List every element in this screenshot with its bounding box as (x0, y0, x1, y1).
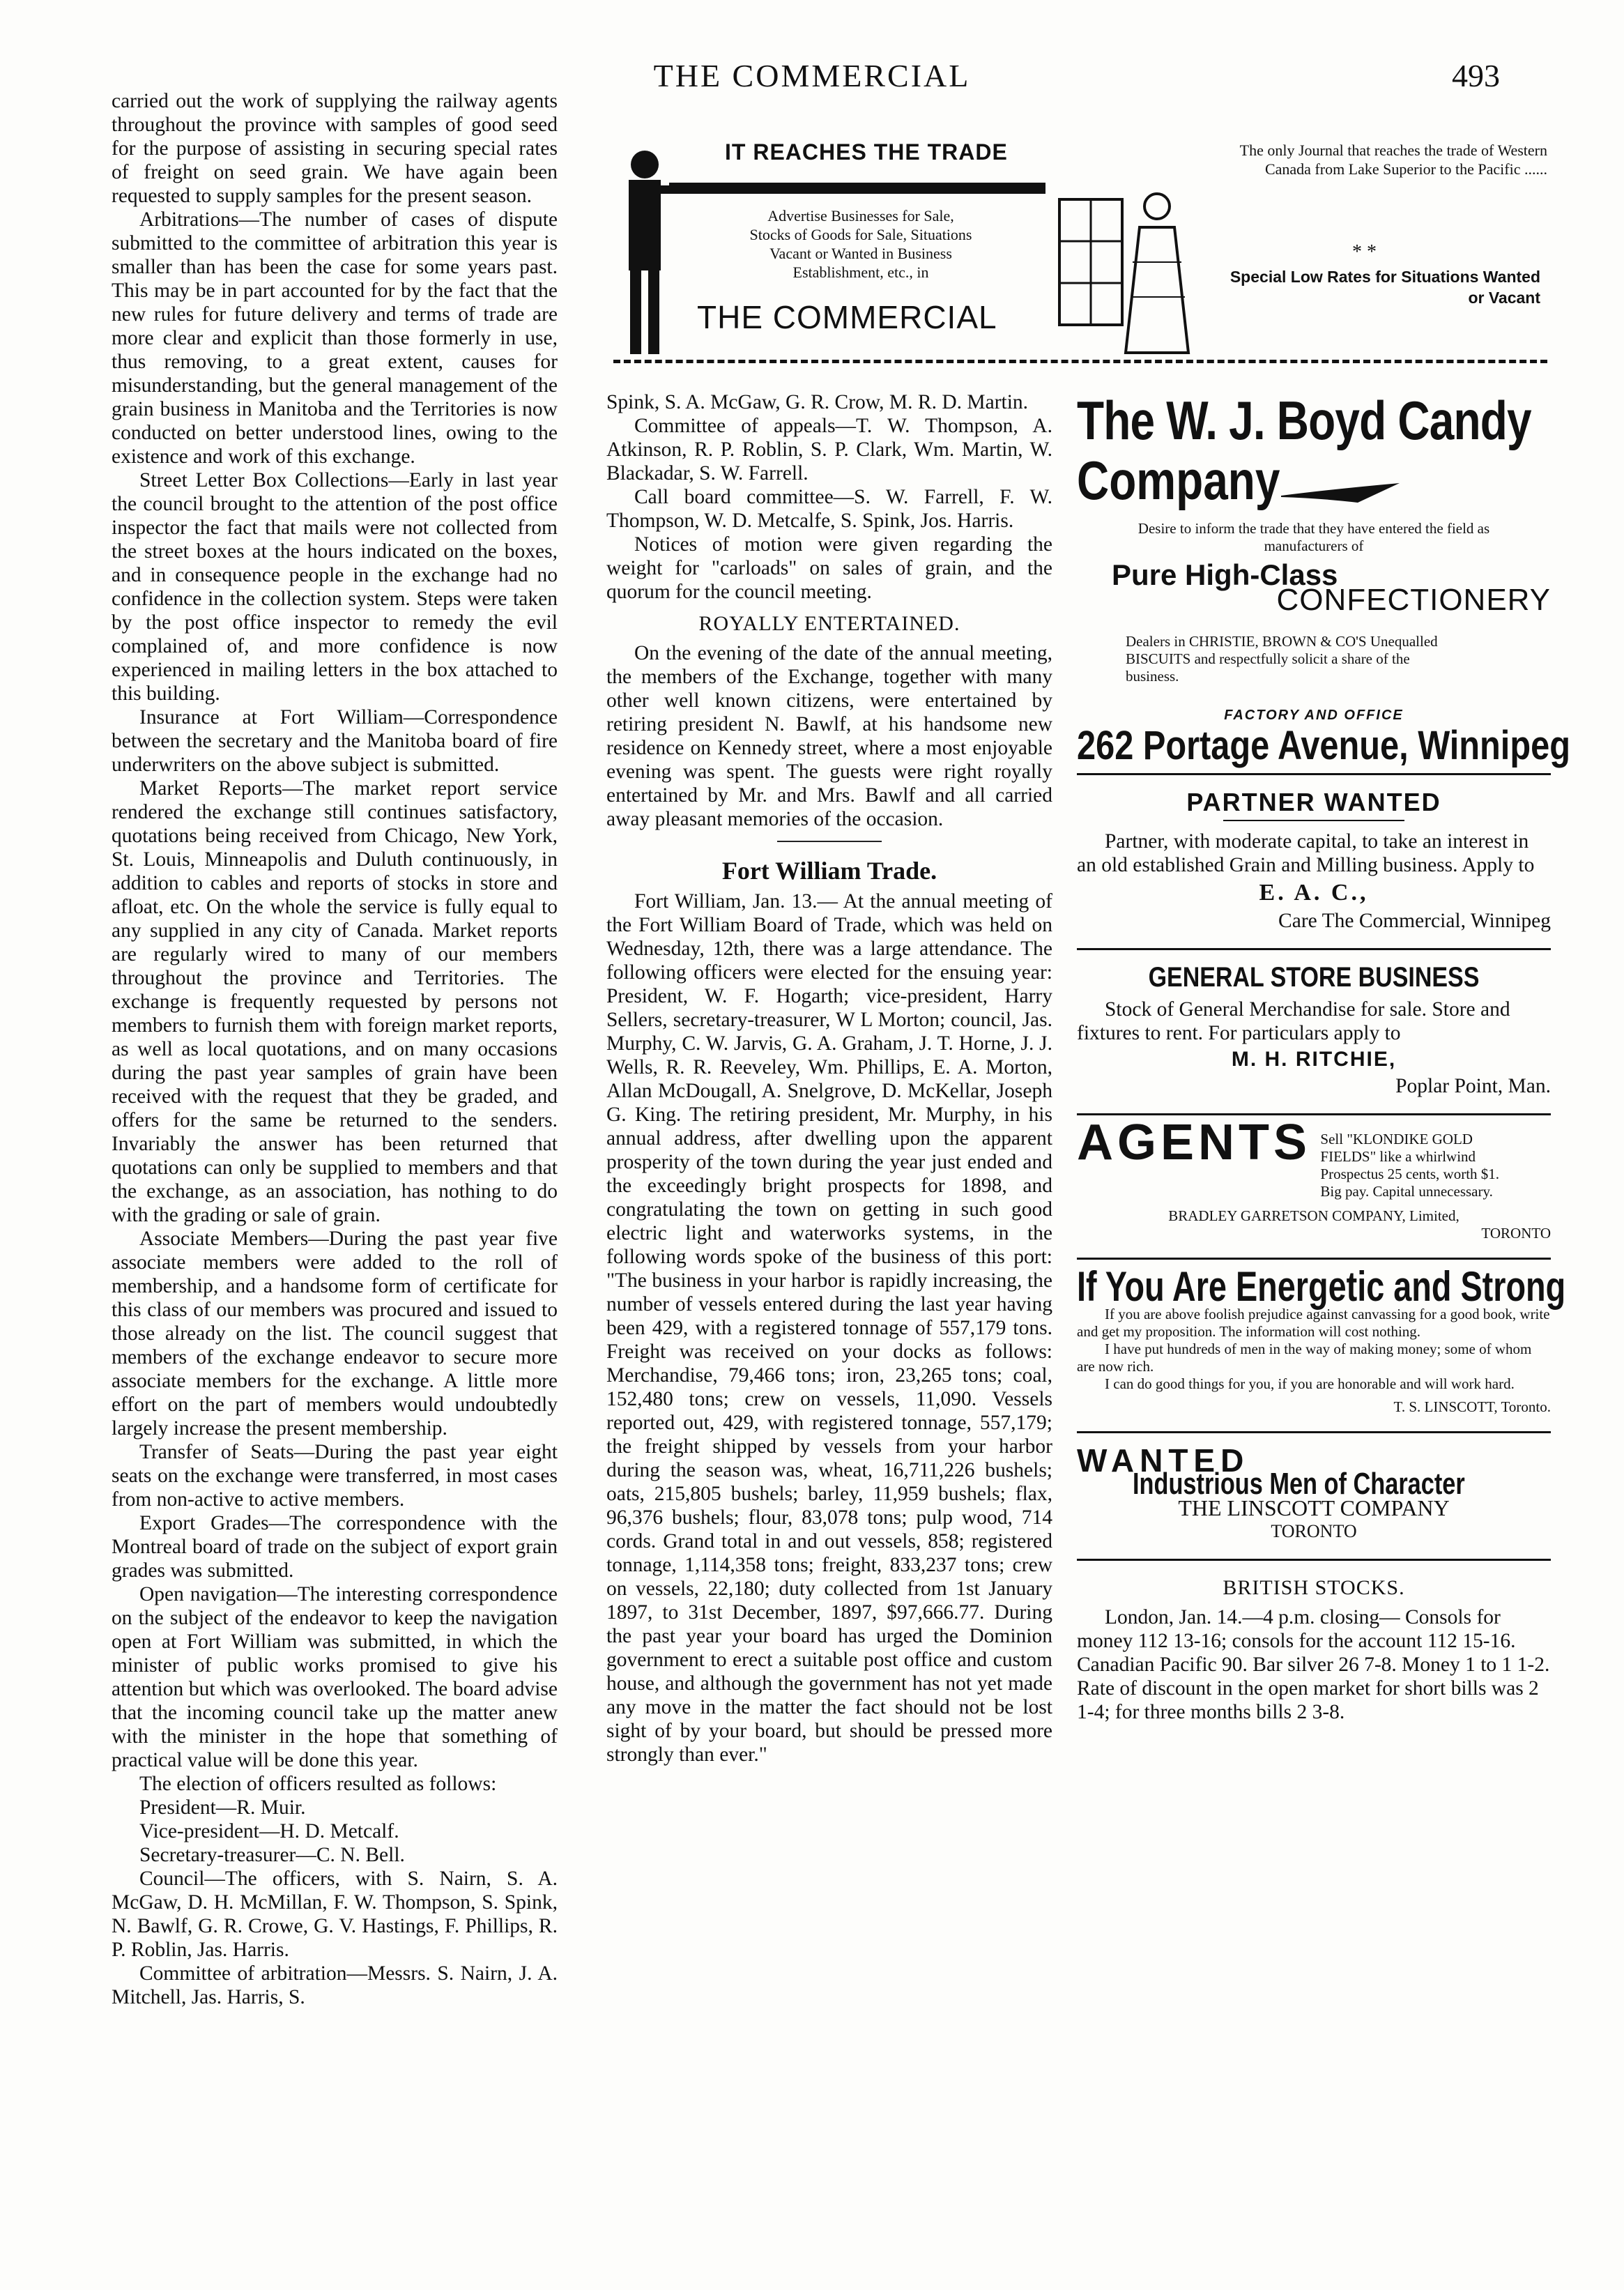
boyd-dealers: Dealers in CHRISTIE, BROWN & CO'S Unequalled BISCUITS and respectfully solicit a share of the business. (1126, 633, 1438, 685)
boyd-factory: FACTORY AND OFFICE (1224, 708, 1404, 723)
wanted-company: THE LINSCOTT COMPANY (1178, 1495, 1450, 1520)
boyd-confectionery: CONFECTIONERY (1276, 583, 1551, 617)
agents-company: BRADLEY GARRETSON COMPANY, Limited, (1168, 1207, 1460, 1224)
energetic-heading: If You Are Energetic and Strong (1077, 1263, 1566, 1310)
officer-line: Council—The officers, with S. Nairn, S. A. McGaw, D. H. McMillan, F. W. Thompson, S. Spink, N. Bawlf, G. R. Crowe, G. V. Hastings, F. Phillips, R. P. Roblin, Jas. Harris. (112, 1868, 558, 1961)
paragraph: London, Jan. 14.—4 p.m. closing— Consols for money 112 13-16; consols for the account 112 15-16. Canadian Pacific 90. Bar silver 26 7-8. Money 1 to 1 1-2. Rate of discount in the open market for short bills was 2 1-4; for three months bills 2 3-8. (1077, 1606, 1550, 1723)
advert-special-rates: Special Low Rates for Situations Wanted or Vacant (1230, 268, 1540, 307)
wanted-sub: Industrious Men of Character (1133, 1467, 1465, 1501)
general-store-heading: GENERAL STORE BUSINESS (1148, 962, 1480, 993)
advert-blurb: Advertise Businesses for Sale, Stocks of Goods for Sale, Situations Vacant or Wanted in Business Establishment, etc., in (749, 207, 972, 281)
boyd-address: 262 Portage Avenue, Winnipeg (1077, 723, 1570, 768)
page-number: 493 (1452, 58, 1500, 93)
officer-line: Committee of arbitration—Messrs. S. Nairn, J. A. Mitchell, Jas. Harris, S. (112, 1962, 558, 2008)
agents-advert (1077, 1115, 1551, 1242)
signboard-bar (669, 183, 1045, 194)
paragraph: Associate Members—During the past year five associate members were added to the roll of membership, and a handsome form of certificate for this class of our members was procured and issued to those already on the list. The council suggest that members of the exchange endeavor to secure more associate members for the exchange. A little more effort on the part of members would undoubtedly largely increase the present membership. (112, 1228, 558, 1440)
british-stocks (1077, 1576, 1551, 1724)
advert-stars: * * (1352, 241, 1377, 263)
column-middle (606, 390, 1052, 1766)
advert-title: IT REACHES THE TRADE (725, 139, 1008, 165)
paragraph: Market Reports—The market report service rendered the exchange still continues satisfactory, quotations being received from Chicago, New York, St. Louis, Minneapolis and Duluth continuously, in addition to cables and reports of stocks in store and afloat, etc. On the whole the service is fully equal to any supplied in any city of Canada. Market reports are regularly wired to many of our members throughout the province and Territories. The exchange is frequently requested by persons not members to furnish them with foreign market reports, as well as local quotations, and on many occasions during the past year samples of grain have been received with the request that they be graded, and offers for the same be returned to the senders. Invariably the answer has been returned that quotations can only be supplied to members and that the exchange, as an association, has nothing to do with the grading or sale of grain. (112, 777, 558, 1226)
divider (1077, 1431, 1551, 1433)
wanted-heading: WANTED (1077, 1442, 1250, 1479)
divider (1077, 948, 1551, 950)
section-heading: BRITISH STOCKS. (1223, 1576, 1405, 1599)
merchant-illustration (1052, 158, 1192, 360)
divider (1077, 1559, 1551, 1561)
boyd-title-line2: Company (1077, 450, 1280, 511)
advert-journal-name: THE COMMERCIAL (697, 299, 997, 335)
wanted-advert (1077, 1442, 1551, 1543)
divider (1077, 1258, 1551, 1260)
general-store-place: Poplar Point, Man. (1395, 1075, 1551, 1097)
boyd-desire: Desire to inform the trade that they have entered the field as manufacturers of (1137, 520, 1490, 554)
paragraph: On the evening of the date of the annual meeting, the members of the Exchange, together with many other well known citizens, were entertained by retiring president N. Bawlf, at his handsome new residence on Kennedy street, where a most enjoyable evening was spent. The guests were right royally entertained by Mr. and Mrs. Bawlf and all carried away pleasant memories of the occasion. (606, 642, 1052, 830)
column-right-ads (1077, 390, 1570, 1724)
commercial-advert (613, 137, 1547, 360)
energetic-text: If you are above foolish prejudice against canvassing for a good book, write and get my proposition. The information will cost nothing. (1077, 1306, 1550, 1340)
advert-right-text: The only Journal that reaches the trade of Western Canada from Lake Superior to the Pacific ...... (1239, 142, 1547, 178)
officer-line: President—R. Muir. (139, 1796, 306, 1819)
boyd-title-line1: The W. J. Boyd Candy (1077, 390, 1531, 451)
article-heading: Fort William Trade. (721, 857, 937, 885)
agents-side: Sell "KLONDIKE GOLD FIELDS" like a whirlwind Prospectus 25 cents, worth $1. Big pay. Capital unnecessary. (1320, 1131, 1500, 1200)
paragraph: Spink, S. A. McGaw, G. R. Crow, M. R. D. Martin. (606, 391, 1029, 413)
dashed-divider (613, 360, 1547, 363)
energetic-text: I have put hundreds of men in the way of making money; some of whom are now rich. (1077, 1341, 1532, 1375)
paragraph: Street Letter Box Collections—Early in last year the council brought to the attention of the post office inspector the fact that mails were not collected from the street boxes at the hours indicated on the boxes, and in consequence people in the exchange had no confidence in the collection system. Steps were taken by the post office inspector to remedy the evil complained of, and more confidence is now experienced in mailing letters in the box attached to this building. (112, 469, 558, 705)
energetic-sign: T. S. LINSCOTT, Toronto. (1393, 1398, 1551, 1415)
officer-line: Vice-president—H. D. Metcalf. (139, 1820, 399, 1842)
partner-initials: E. A. C., (1259, 880, 1369, 906)
flourish-arrow-icon (1281, 480, 1400, 508)
paragraph: carried out the work of supplying the railway agents throughout the province with samples of good seed for the purpose of assisting in securing special rates of freight on seed grain. We have again been requested to supply samples for the present season. (112, 90, 558, 207)
paragraph: Export Grades—The correspondence with the Montreal board of trade on the subject of export grain grades was submitted. (112, 1512, 558, 1582)
man-illustration (613, 144, 676, 360)
general-store-text: Stock of General Merchandise for sale. Store and fixtures to rent. For particulars apply to (1077, 998, 1510, 1044)
column-left (112, 89, 558, 2009)
boyd-advert (1077, 390, 1570, 768)
paragraph: Committee of appeals—T. W. Thompson, A. Atkinson, R. P. Roblin, S. P. Clark, Wm. Martin, W. Blackadar, S. W. Farrell. (606, 415, 1052, 484)
paragraph: Call board committee—S. W. Farrell, F. W. Thompson, W. D. Metcalfe, S. Spink, Jos. Harris. (606, 486, 1052, 532)
officer-line: Secretary-treasurer—C. N. Bell. (139, 1844, 405, 1866)
partner-text: Partner, with moderate capital, to take an interest in an old established Grain and Milling business. Apply to (1077, 830, 1535, 876)
paragraph: Arbitrations—The number of cases of dispute submitted to the committee of arbitration this year is smaller than has been the case for some years past. This may be in part accounted for by the fact that the new rules for future delivery and terms of trade are more clear and explicit than those formerly in use, thus removing, to a great extent, causes for misunderstanding, but the general management of the grain business in Manitoba and the Territories is now conducted on better understood lines, owing to the existence and work of this exchange. (112, 208, 558, 468)
paragraph: Insurance at Fort William—Correspondence between the secretary and the Manitoba board of fire underwriters on the above subject is submitted. (112, 706, 558, 776)
paragraph: Transfer of Seats—During the past year eight seats on the exchange were transferred, in most cases from non-active to active members. (112, 1441, 558, 1511)
agents-heading: AGENTS (1077, 1115, 1312, 1170)
partner-advert (1077, 788, 1551, 933)
agents-city: TORONTO (1481, 1225, 1551, 1242)
partner-heading: PARTNER WANTED (1186, 788, 1441, 816)
journal-title: THE COMMERCIAL (653, 58, 971, 93)
boyd-pure: Pure High-Class (1112, 558, 1338, 591)
wanted-city: TORONTO (1271, 1521, 1357, 1541)
divider (1223, 820, 1404, 821)
divider (1077, 773, 1551, 775)
paragraph: Notices of motion were given regarding the weight for "carloads" on sales of grain, and the quorum for the council meeting. (606, 533, 1052, 603)
paragraph: Open navigation—The interesting correspondence on the subject of the endeavor to keep the navigation open at Fort William was submitted, in which the minister of public works promised to give his attention but which was overlooked. The board advise that the incoming council take up the matter anew with the minister in the hope that something of practical value will be done this year. (112, 1583, 558, 1771)
general-store-name: M. H. RITCHIE, (1231, 1048, 1397, 1071)
partner-care: Care The Commercial, Winnipeg (1278, 910, 1551, 932)
general-store-advert (1077, 962, 1551, 1098)
divider (777, 841, 882, 842)
paragraph: The election of officers resulted as follows: (139, 1773, 497, 1795)
paragraph: Fort William, Jan. 13.— At the annual meeting of the Fort William Board of Trade, which was held on Wednesday, 12th, there was a large attendance. The following officers were elected for the ensuing year: President, W. F. Hogarth; vice-president, Harry Sellers, secretary-treasurer, W L Morton; council, Jas. Murphy, C. W. Jarvis, G. A. Graham, J. T. Horne, J. J. Wells, R. R. Reeveley, Wm. Phillips, E. A. Morton, Allan McDougall, A. Snelgrove, D. McKellar, Joseph G. King. The retiring president, Mr. Murphy, in his annual address, after dwelling upon the apparent prosperity of the town during the year just ended and the exceedingly bright prospects for 1898, and congratulating the town on getting in such good electric light and waterworks systems, in the following words spoke of the business of this port: "The business in your harbor is rapidly increasing, the number of vessels entered during the last year having been 429, with a registered tonnage of 557,179 tons. Freight was received on your docks as follows: Merchandise, 79,466 tons; iron, 23,265 tons; coal, 152,480 tons; crew on vessels, 11,090. Vessels reported out, 429, with registered tonnage, 557,179; the freight shipped by vessels from your harbor during the season was, wheat, 16,711,226 bushels; oats, 215,805 bushels; barley, 11,959 bushels; flax, 96,376 bushels; flour, 83,078 tons; pulp wood, 714 cords. Grand total in and out vessels, 858; registered tonnage, 1,114,358 tons; freight, 833,237 tons; crew on vessels, 22,180; duty collected from 1st January 1897, to 31st December, 1897, $97,666.77. During the past year your board has urged the Dominion government to erect a suitable post office and custom house, and although the government has not yet made any move in the matter the fact should not be lost sight of by your board, but should be pressed more strongly than ever." (606, 890, 1052, 1766)
energetic-text: I can do good things for you, if you are honorable and will work hard. (1105, 1375, 1515, 1392)
energetic-advert (1077, 1263, 1566, 1416)
section-heading: ROYALLY ENTERTAINED. (698, 612, 960, 635)
